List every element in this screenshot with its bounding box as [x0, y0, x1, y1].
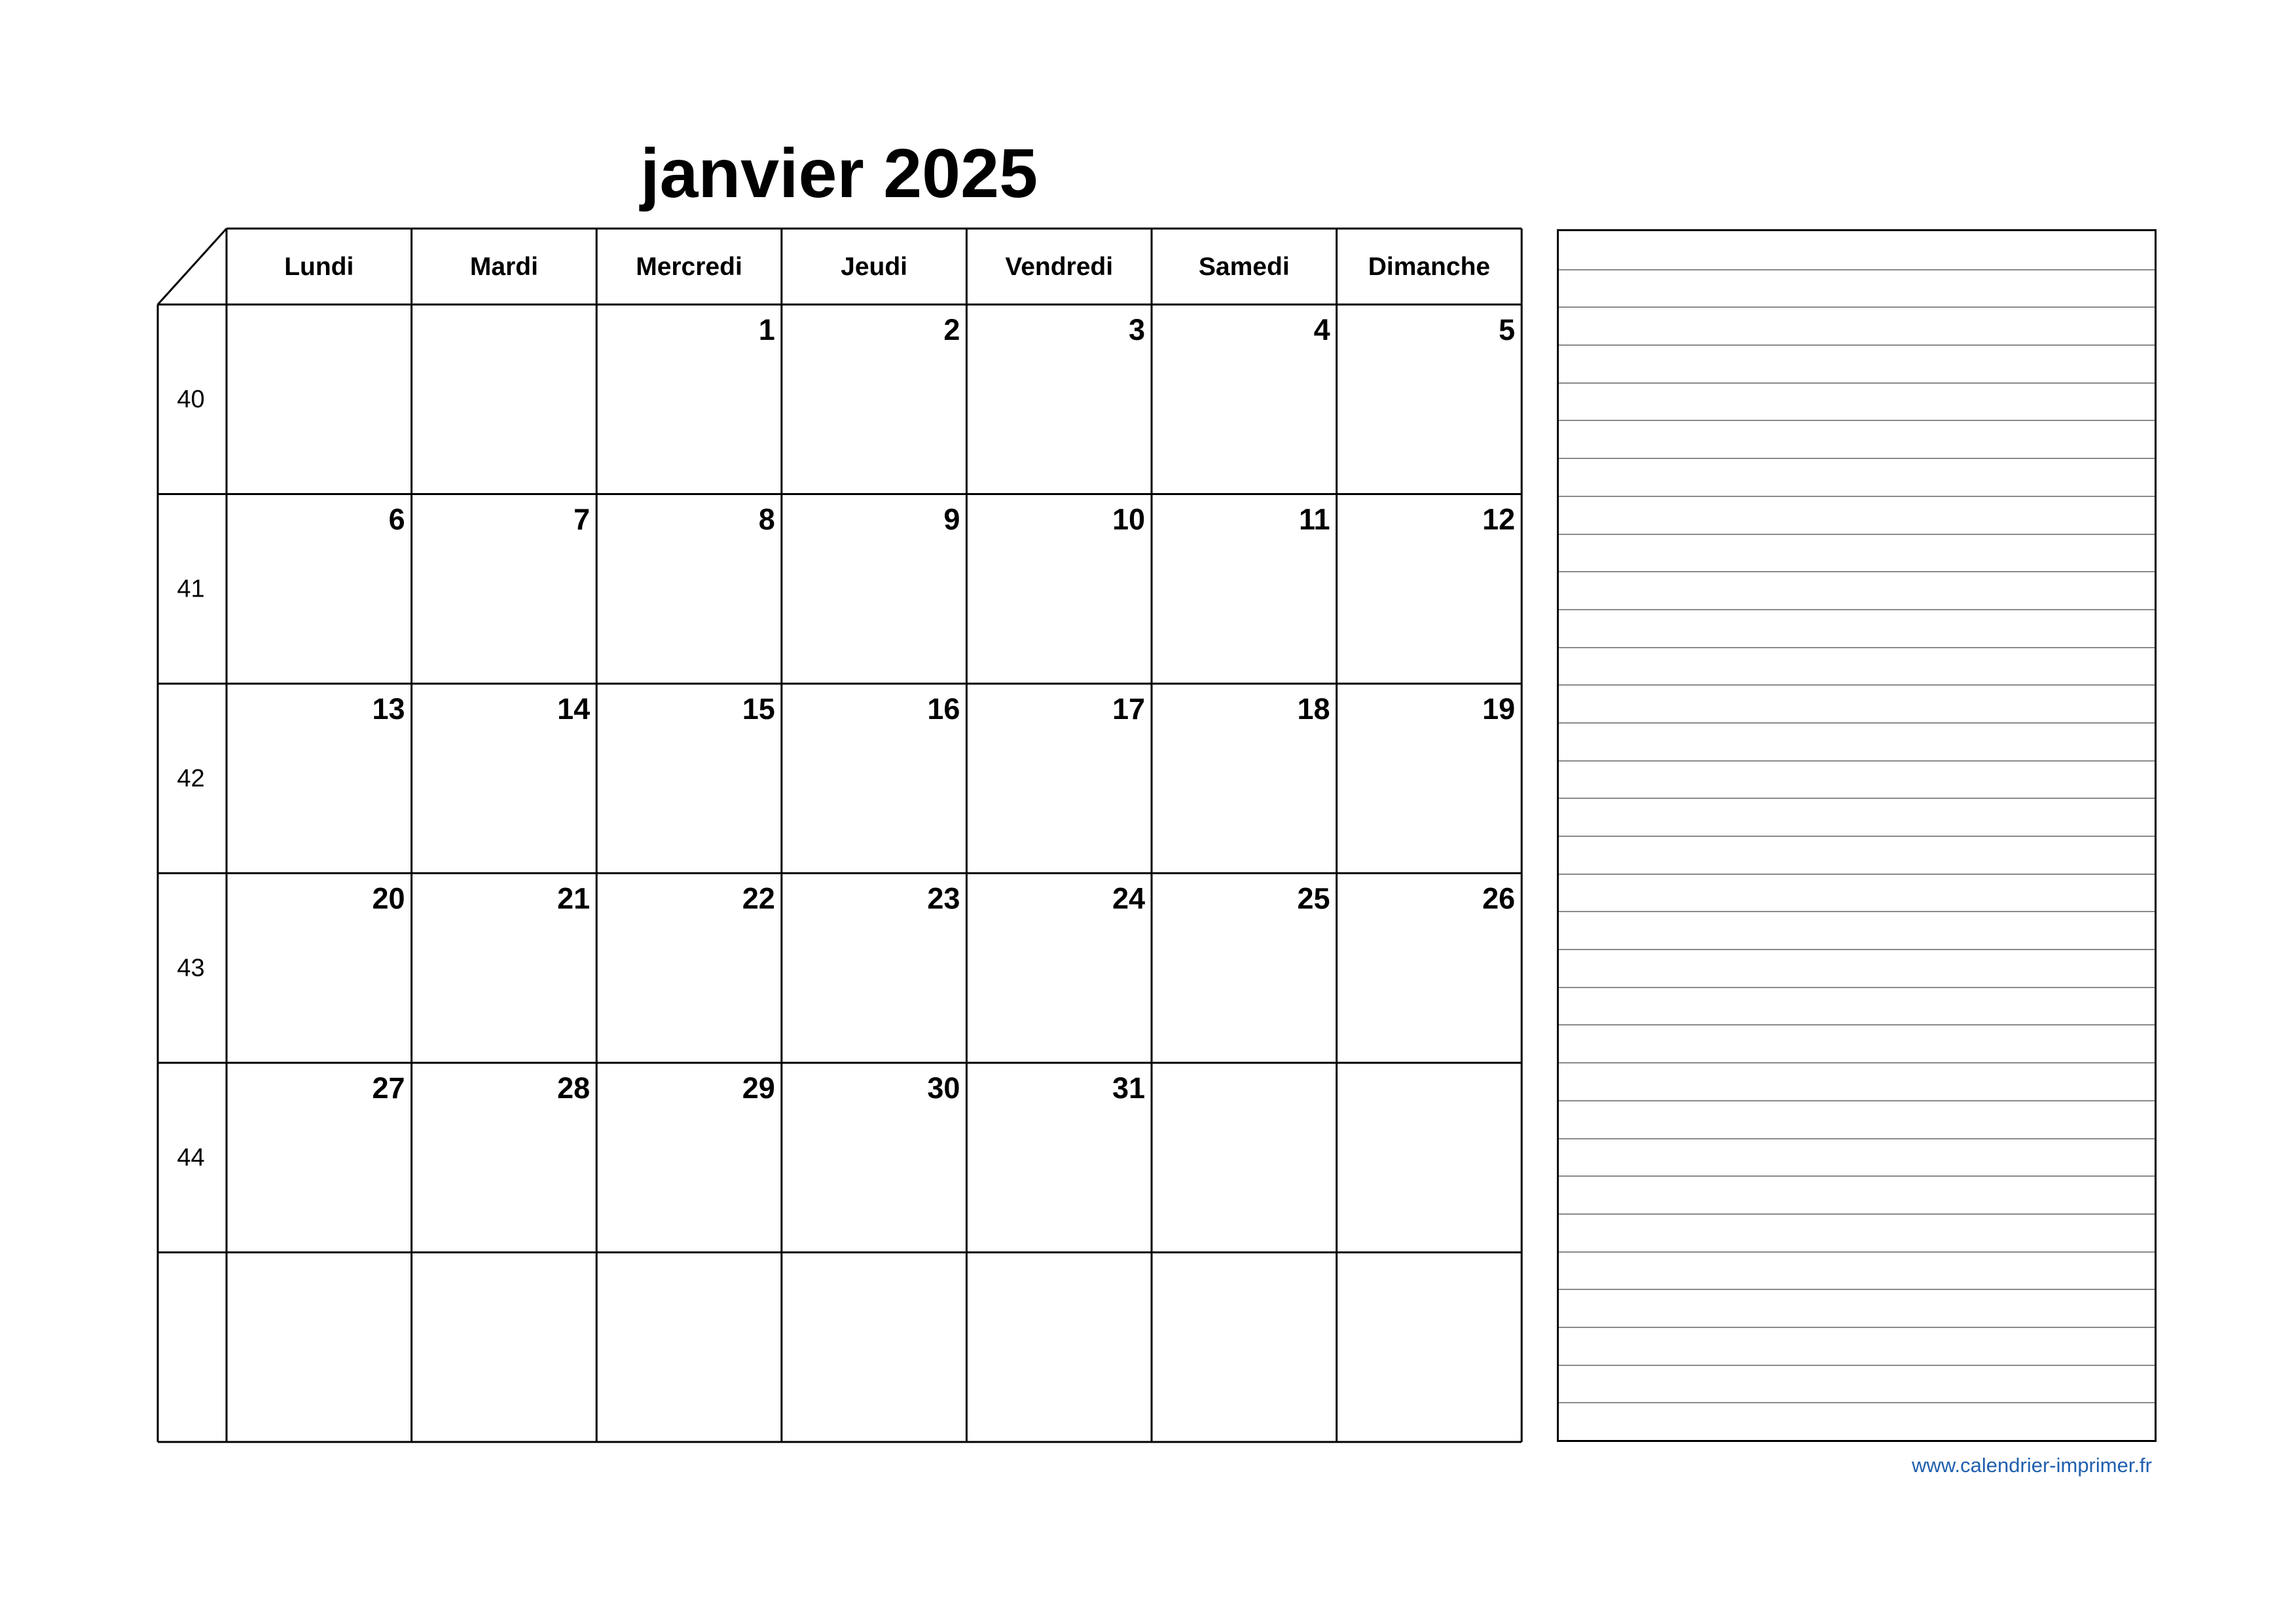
note-line: [1559, 684, 2155, 686]
note-line: [1559, 458, 2155, 459]
note-line: [1559, 496, 2155, 497]
note-line: [1559, 609, 2155, 610]
day-number: 10: [1112, 502, 1145, 536]
day-number: 26: [1482, 881, 1516, 915]
note-line: [1559, 1327, 2155, 1328]
note-line: [1559, 798, 2155, 799]
week-number: 42: [177, 765, 205, 792]
note-line: [1559, 760, 2155, 762]
note-line: [1559, 1175, 2155, 1177]
weekday-header: Mercredi: [636, 253, 742, 281]
note-line: [1559, 647, 2155, 648]
day-number: 24: [1112, 881, 1145, 915]
weekday-header: Samedi: [1198, 253, 1290, 281]
day-number: 4: [1313, 313, 1330, 346]
day-number: 28: [557, 1071, 591, 1105]
day-number: 8: [758, 502, 775, 536]
day-number: 2: [943, 313, 960, 346]
note-line: [1559, 534, 2155, 535]
note-line: [1559, 1365, 2155, 1366]
note-line: [1559, 722, 2155, 724]
day-number: 16: [927, 692, 960, 726]
day-number: 23: [927, 881, 960, 915]
note-line: [1559, 911, 2155, 912]
website-link[interactable]: www.calendrier-imprimer.fr: [1912, 1454, 2152, 1477]
day-number: 29: [742, 1071, 775, 1105]
note-line: [1559, 269, 2155, 270]
day-number: 17: [1112, 692, 1145, 726]
note-line: [1559, 987, 2155, 988]
note-line: [1559, 344, 2155, 346]
week-number: 41: [177, 575, 205, 603]
note-line: [1559, 1289, 2155, 1290]
note-line: [1559, 1138, 2155, 1139]
day-number: 7: [574, 502, 591, 536]
note-line: [1559, 1100, 2155, 1101]
day-number: 20: [372, 881, 405, 915]
week-number: 40: [177, 386, 205, 413]
day-number: 1: [758, 313, 775, 346]
day-number: 27: [372, 1071, 405, 1105]
day-number: 30: [927, 1071, 960, 1105]
note-line: [1559, 1402, 2155, 1403]
day-number: 31: [1112, 1071, 1145, 1105]
notes-panel: [1557, 229, 2157, 1442]
weekday-header: Jeudi: [841, 253, 908, 281]
weekday-header: Mardi: [469, 253, 538, 281]
week-number: 43: [177, 954, 205, 982]
weekday-header: Dimanche: [1368, 253, 1491, 281]
note-line: [1559, 949, 2155, 950]
weekday-header: Vendredi: [1005, 253, 1114, 281]
day-number: 18: [1297, 692, 1330, 726]
day-number: 12: [1482, 502, 1516, 536]
day-number: 6: [388, 502, 405, 536]
day-number: 19: [1482, 692, 1516, 726]
day-number: 21: [557, 881, 591, 915]
note-line: [1559, 1062, 2155, 1063]
note-line: [1559, 836, 2155, 837]
weekday-header: Lundi: [284, 253, 354, 281]
day-number: 5: [1499, 313, 1516, 346]
note-line: [1559, 1251, 2155, 1253]
day-number: 3: [1128, 313, 1145, 346]
corner-diagonal: [158, 229, 227, 304]
day-number: 15: [742, 692, 775, 726]
week-number: 44: [177, 1144, 205, 1172]
day-number: 25: [1297, 881, 1330, 915]
note-line: [1559, 306, 2155, 308]
day-number: 13: [372, 692, 405, 726]
day-number: 11: [1299, 502, 1330, 536]
day-number: 22: [742, 881, 775, 915]
note-line: [1559, 1213, 2155, 1215]
day-number: 9: [943, 502, 960, 536]
calendar-title: janvier 2025: [640, 135, 1038, 212]
note-line: [1559, 874, 2155, 875]
note-line: [1559, 1024, 2155, 1025]
note-line: [1559, 420, 2155, 421]
day-number: 14: [557, 692, 591, 726]
note-line: [1559, 571, 2155, 572]
note-line: [1559, 382, 2155, 384]
